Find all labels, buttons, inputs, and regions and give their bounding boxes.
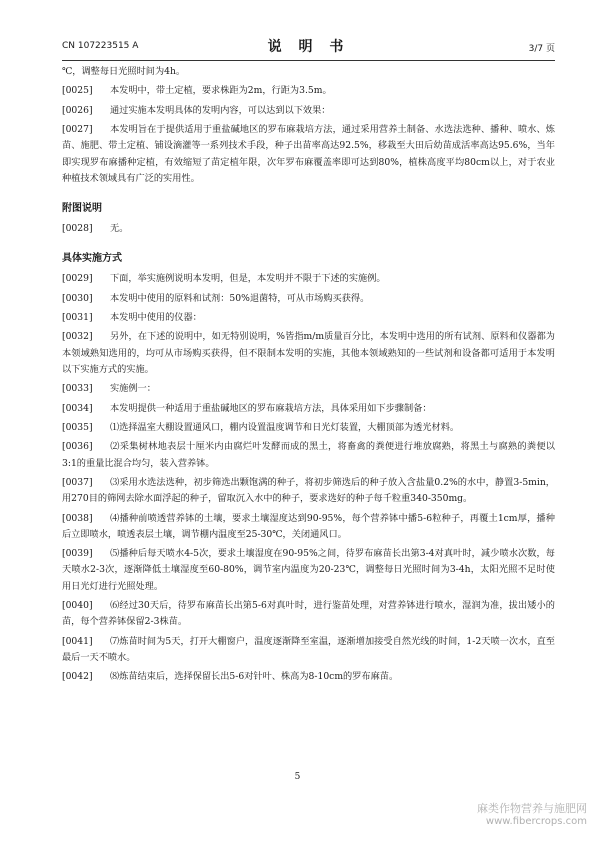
intro-paragraphs bbox=[62, 64, 555, 187]
paragraph bbox=[62, 475, 555, 507]
section-title-embodiment: 具体实施方式 bbox=[62, 253, 122, 265]
paragraph-text: ⑺炼苗时间为5天，打开大棚窗户，温度逐渐降至室温，逐渐增加接受自然光线的时间，1-2天喷一次水，直至最后一天不喷水。 bbox=[62, 635, 555, 663]
paragraph bbox=[62, 221, 555, 237]
paragraph bbox=[62, 103, 555, 119]
header-divider bbox=[62, 60, 555, 61]
paragraph-number: [0027] bbox=[62, 124, 93, 136]
paragraph-number: [0026] bbox=[62, 104, 93, 116]
paragraph-number: [0033] bbox=[62, 383, 93, 395]
paragraph-number: [0041] bbox=[62, 635, 93, 647]
paragraph bbox=[62, 329, 555, 378]
paragraph-text: 本发明中使用的原料和试剂：50%退菌特，可从市场购买获得。 bbox=[110, 292, 370, 304]
paragraph bbox=[62, 598, 555, 630]
page-of-total: 3/7 页 bbox=[528, 44, 555, 54]
paragraph bbox=[62, 546, 555, 595]
paragraph bbox=[62, 420, 555, 436]
watermark-url: www.fibercrops.com bbox=[485, 816, 587, 827]
document-body bbox=[62, 64, 555, 688]
paragraph bbox=[62, 64, 555, 80]
paragraph-number: [0032] bbox=[62, 331, 93, 343]
paragraph bbox=[62, 83, 555, 99]
embodiment-paragraphs bbox=[62, 271, 555, 685]
paragraph-text: 另外，在下述的说明中，如无特别说明，%皆指m/m质量百分比，本发明中选用的所有试剂、原料和仪器都为本领域熟知选用的，均可从市场购买获得，但不限制本发明的实施，其他本领域熟知的一些试剂和设备都可适用于本发明以下实施方式的实施。 bbox=[62, 331, 555, 375]
page-number: 5 bbox=[294, 772, 301, 782]
paragraph bbox=[62, 401, 555, 417]
paragraph bbox=[62, 381, 555, 397]
paragraph-text: 本发明中使用的仪器： bbox=[110, 311, 202, 323]
watermark-site-name: 麻类作物营养与施肥网 bbox=[477, 802, 587, 815]
paragraph-number: [0040] bbox=[62, 599, 93, 611]
paragraph bbox=[62, 439, 555, 471]
paragraph-number: [0030] bbox=[62, 292, 93, 304]
paragraph-text: ⑸播种后每天喷水4-5次，要求土壤湿度在90-95%之间，待罗布麻苗长出第3-4对真叶时，减少喷水次数，每天喷水2-3次，逐渐降低土壤湿度至60-80%，调节室内温度为20-23℃，调整每日光照时间为3-4h，太阳光照不足时使用日光灯进行光照处理。 bbox=[62, 548, 555, 592]
paragraph bbox=[62, 291, 555, 307]
paragraph-text: 本发明提供一种适用于重盐碱地区的罗布麻栽培方法，具体采用如下步骤制备： bbox=[110, 402, 432, 414]
paragraph-text: 无。 bbox=[110, 222, 129, 234]
paragraph-number: [0028] bbox=[62, 222, 93, 234]
paragraph-text: 通过实施本发明具体的发明内容，可以达到以下效果： bbox=[110, 104, 331, 116]
paragraph-text: ⑶采用水选法选种，初步筛选出颗饱满的种子，将初步筛选后的种子放入含盐量0.2%的水中，静置3-5min，用270目的筛网去除水面浮起的种子，留取沉入水中的种子，要求选好的种子每千粒重340-350mg。 bbox=[62, 476, 555, 505]
paragraph-text: ⑻炼苗结束后，选择保留长出5-6对针叶、株高为8-10cm的罗布麻苗。 bbox=[110, 671, 399, 683]
paragraph bbox=[62, 511, 555, 543]
paragraph-text: ⑹经过30天后，待罗布麻苗长出第5-6对真叶时，进行鉴苗处理，对营养钵进行喷水，湿润为准，拔出矮小的苗，每个营养钵保留2-3株苗。 bbox=[62, 599, 555, 628]
paragraph-text: ⑷播种前喷透营养钵的土壤，要求土壤湿度达到90-95%，每个营养钵中播5-6粒种子，再覆土1cm厚，播种后立即喷水，喷透表层土壤，调节棚内温度至25-30℃，关闭通风口。 bbox=[62, 512, 555, 540]
paragraph bbox=[62, 122, 555, 187]
paragraph bbox=[62, 310, 555, 326]
paragraph-text: ⑵采集树林地表层十厘米内由腐烂叶发酵而成的黑土，将畜禽的粪便进行堆放腐熟，将黑土与腐熟的粪便以3:1的重量比混合均匀，装入营养钵。 bbox=[62, 441, 555, 469]
section-title-drawings: 附图说明 bbox=[62, 202, 102, 214]
document-title: 说 明 书 bbox=[267, 39, 350, 55]
paragraph-text: ℃，调整每日光照时间为4h。 bbox=[62, 66, 186, 77]
paragraph-number: [0039] bbox=[62, 548, 93, 560]
paragraph-text: 实施例一： bbox=[110, 383, 156, 395]
paragraph-number: [0029] bbox=[62, 273, 93, 285]
patent-number: CN 107223515 A bbox=[62, 41, 139, 51]
paragraph-text: ⑴选择温室大棚设置通风口，棚内设置温度调节和日光灯装置，大棚顶部为透光材料。 bbox=[110, 421, 460, 433]
paragraph-number: [0037] bbox=[62, 476, 93, 488]
paragraph-number: [0025] bbox=[62, 85, 93, 97]
paragraph bbox=[62, 271, 555, 287]
paragraph-number: [0034] bbox=[62, 402, 93, 414]
paragraph-text: 本发明中，带土定植，要求株距为2m，行距为3.5m。 bbox=[110, 85, 332, 97]
paragraph-number: [0038] bbox=[62, 512, 93, 524]
site-watermark bbox=[477, 802, 587, 828]
page-header bbox=[62, 36, 555, 58]
drawings-paragraphs bbox=[62, 221, 555, 237]
paragraph bbox=[62, 669, 555, 685]
paragraph-text: 下面，举实施例说明本发明，但是，本发明并不限于下述的实施例。 bbox=[110, 273, 386, 285]
paragraph-number: [0036] bbox=[62, 441, 93, 453]
paragraph-number: [0042] bbox=[62, 671, 93, 683]
paragraph-text: 本发明旨在于提供适用于重盐碱地区的罗布麻栽培方法，通过采用营养土制备、水选法选种、播种、喷水、炼苗、施肥、带土定植、铺设滴灌等一系列技术手段，种子出苗率高达92.5%，移栽至大田后幼苗成活率高达95.6%，当年即实现罗布麻播种定植，有效缩短了苗定植年限，次年罗布麻覆盖率即可达到80%，植株高度平均80cm以上，对于农业种植技术领域具有广泛的实用性。 bbox=[62, 124, 555, 184]
paragraph-number: [0035] bbox=[62, 421, 93, 433]
paragraph bbox=[62, 634, 555, 666]
paragraph-number: [0031] bbox=[62, 311, 93, 323]
